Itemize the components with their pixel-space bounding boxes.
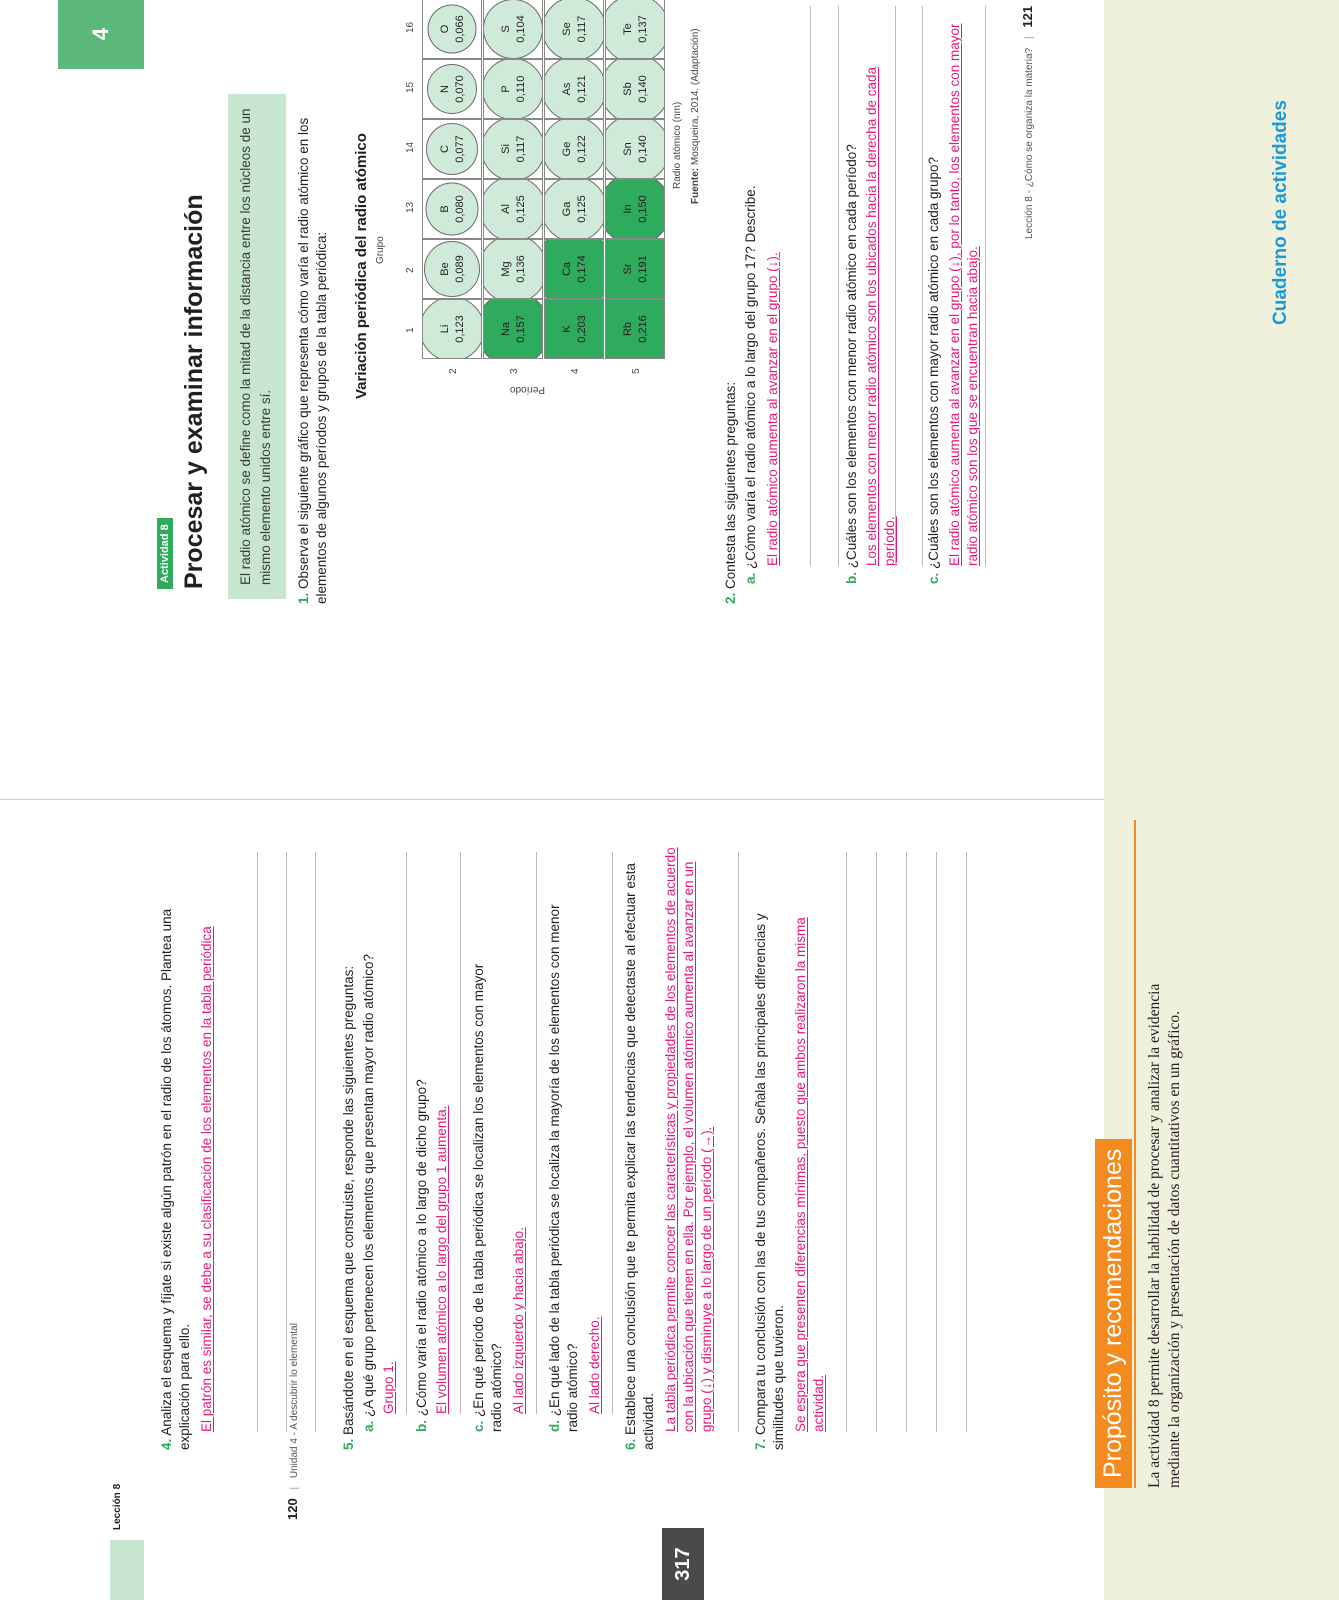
element-symbol: Mg [500,261,512,277]
question-5c: c. ¿En qué período de la tabla periódica se localizan los elementos con mayor radio atómico? [471,963,504,1432]
group-label: 2 [405,267,416,273]
period-label: 5 [631,368,642,374]
element-symbol: O [439,24,451,34]
element-radius: 0,123 [454,315,466,343]
group-label: 14 [405,141,416,153]
element-radius: 0,157 [515,315,527,343]
question-5b: b. ¿Cómo varía el radio atómico a lo largo de dicho grupo? [414,1079,429,1432]
element-symbol: Ca [561,261,573,277]
element-symbol: Sn [622,142,634,156]
answer-2b: Los elementos con menor radio atómico son los ubicados hacia la derecha de cada período. [864,66,897,566]
element-radius: 0,150 [637,195,649,223]
definition-box: El radio atómico se define como la mitad de la distancia entre los núcleos de un mismo elemento unidos entre sí. [228,94,286,599]
question-6: 6. Establece una conclusión que te permita explicar las tendencias que detectaste al efectuar esta actividad. [623,863,656,1450]
period-label: 2 [448,368,459,374]
element-radius: 0,080 [454,195,466,223]
element-radius: 0,066 [454,15,466,43]
right-footer: Lección 8 - ¿Cómo se organiza la materia? | 121 [1020,5,1035,239]
question-5: 5. Basándote en el esquema que construiste, responde las siguientes preguntas: [341,965,356,1450]
element-radius: 0,122 [576,135,588,163]
left-footer: 120 | Unidad 4 - A descubrir lo elemental [285,1323,300,1520]
element-symbol: As [561,82,573,96]
element-radius: 0,121 [576,75,588,103]
activity-badge: Actividad 8 [157,518,173,589]
question-2c: c. ¿Cuáles son los elementos con mayor radio atómico en cada grupo? [926,156,941,584]
element-radius: 0,203 [576,315,588,343]
answer-5a: Grupo 1. [381,1361,396,1414]
page-number-badge: 317 [662,1528,704,1600]
element-radius: 0,140 [637,75,649,103]
question-5a: a. ¿A qué grupo pertenecen los elementos que presentan mayor radio atómico? [361,953,376,1432]
element-radius: 0,070 [454,75,466,103]
element-symbol: Sr [622,263,634,275]
element-radius: 0,137 [637,15,649,43]
purpose-rule [1134,820,1136,1488]
element-symbol: Te [622,23,634,35]
element-radius: 0,077 [454,135,466,163]
element-radius: 0,136 [515,255,527,283]
element-radius: 0,174 [576,255,588,283]
answer-5b: El volumen atómico a lo largo del grupo 1 aumenta. [434,1105,449,1414]
answer-2a: El radio atómico aumenta al avanzar en el grupo (↓). [765,252,780,566]
element-symbol: B [439,205,451,213]
element-radius: 0,089 [454,255,466,283]
x-axis-title: Grupo [375,236,386,264]
element-symbol: Li [439,324,451,334]
element-radius: 0,125 [576,195,588,223]
answer-2c: El radio atómico aumenta al avanzar en el grupo (↓), por lo tanto, los elementos con mayor radio atómico son los que se encuentran hacia abajo. [947,23,980,566]
chart-source: Fuente: Mosqueira, 2014. (Adaptación) [690,28,701,204]
period-label: 4 [570,368,581,374]
question-2b: b. ¿Cuáles son los elementos con menor radio atómico en cada período? [844,144,859,584]
question-1: 1. Observa el siguiente gráfico que representa cómo varía el radio atómico en los elementos de algunos períodos y grupos de la tabla periódica: [296,117,329,604]
value-axis-label: Radio atómico (nm) [672,101,683,189]
group-label: 16 [405,21,416,33]
element-symbol: P [500,85,512,93]
answer-4: El patrón es similar, se debe a su clasificación de los elementos en la tabla periódica [199,926,214,1432]
element-symbol: Ga [561,201,573,217]
element-symbol: S [500,25,512,33]
element-radius: 0,191 [637,255,649,283]
element-symbol: In [622,204,634,214]
element-symbol: C [439,145,451,153]
element-radius: 0,117 [576,15,588,43]
element-radius: 0,117 [515,135,527,163]
element-symbol: Be [439,262,451,276]
element-radius: 0,140 [637,135,649,163]
element-symbol: N [439,85,451,93]
group-label: 13 [405,201,416,213]
element-radius: 0,125 [515,195,527,223]
element-symbol: Rb [622,321,634,337]
answer-7: Se espera que presenten diferencias mínimas, puesto que ambos realizaron la misma actividad. [793,917,826,1432]
chart-title: Variación periódica del radio atómico [353,133,370,399]
element-radius: 0,104 [515,15,527,43]
page-title: Procesar y examinar información [180,194,208,589]
element-symbol: Se [561,22,573,36]
element-radius: 0,110 [515,75,527,103]
cuaderno-label: Cuaderno de actividades [1270,100,1291,325]
element-symbol: Sb [622,82,634,96]
answer-5d: Al lado derecho. [587,1316,602,1414]
element-symbol: Ge [561,141,573,157]
purpose-text: La actividad 8 permite desarrollar la habilidad de procesar y analizar la evidencia mediante la organización y presentación de datos cuantitativos en un gráfico. [1146,983,1183,1488]
element-symbol: Si [500,144,512,154]
question-4: 4. Analiza el esquema y fíjate si existe algún patrón en el radio de los átomos. Plantea una explicación para ello. [159,908,192,1450]
purpose-heading: Propósito y recomendaciones [1095,1139,1132,1488]
answer-6: La tabla periódica permite conocer las características y propiedades de los elementos de acuerdo con la ubicación que tienen en ella. Por ejemplo, el volumen atómico aumenta al avanzar en un grupo (↓) y disminuye a lo largo de un período (→). [663,847,714,1432]
element-radius: 0,216 [637,315,649,343]
group-label: 1 [405,327,416,333]
element-symbol: K [561,325,573,333]
question-2a: a. ¿Cómo varía el radio atómico a lo largo del grupo 17? Describe. [743,185,758,584]
y-axis-title: Período [509,383,546,395]
group-label: 15 [405,81,416,93]
answer-5c: Al lado izquierdo y hacia abajo. [511,1227,526,1414]
question-7: 7. Compara tu conclusión con las de tus compañeros. Señala las principales diferencias y similitudes que tuvieron. [753,913,786,1450]
element-symbol: Al [500,204,512,214]
unit-tab: 4 [58,0,144,69]
question-2: 2. Contesta las siguientes preguntas: [723,381,738,604]
lesson-tag: Lección 8 [112,1483,123,1530]
period-label: 3 [509,368,520,374]
question-5d: d. ¿En qué lado de la tabla periódica se localiza la mayoría de los elementos con menor radio atómico? [547,904,580,1432]
element-symbol: Na [500,321,512,337]
